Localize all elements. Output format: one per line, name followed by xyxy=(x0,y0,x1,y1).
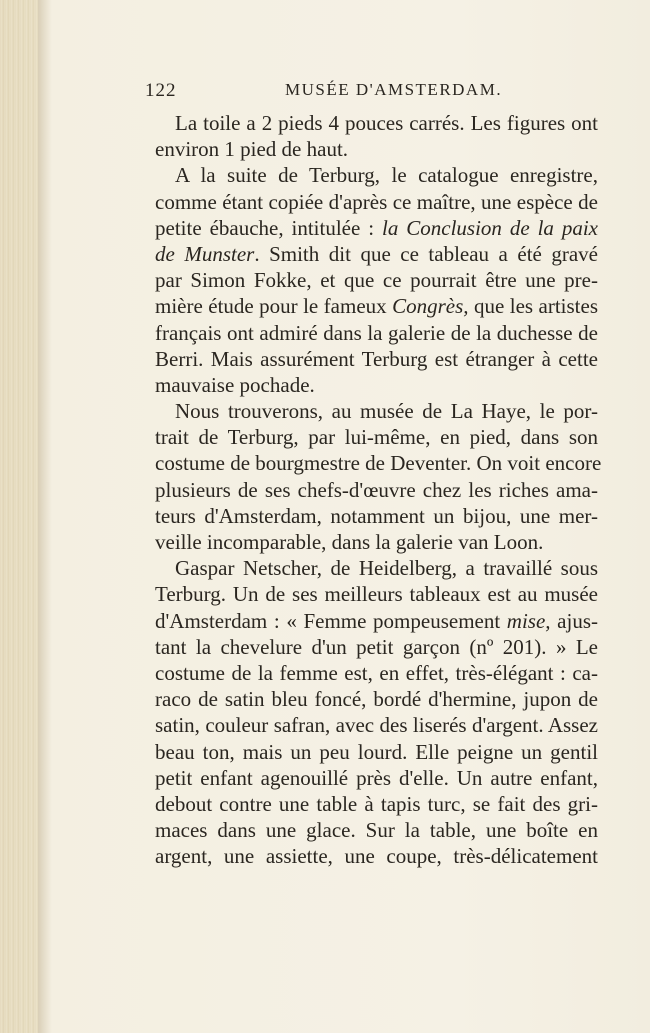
page-number: 122 xyxy=(145,80,177,101)
text-span: que les artistes xyxy=(468,294,598,319)
text-line: petit enfant agenouillé près d'elle. Un autre enfant, xyxy=(155,765,598,790)
text-span: petite ébauche, intitulée : xyxy=(155,215,382,240)
text-line: A la suite de Terburg, le catalogue enregistre, xyxy=(175,163,598,188)
text-line: debout contre une table à tapis turc, se fait des gri- xyxy=(155,791,598,816)
text-line: français ont admiré dans la galerie de la duchesse de xyxy=(155,320,598,345)
running-head: MUSÉE D'AMSTERDAM. xyxy=(285,80,503,99)
text-line: mauvaise pochade. xyxy=(155,372,315,397)
text-line: environ 1 pied de haut. xyxy=(155,137,349,162)
text-line: teurs d'Amsterdam, notamment un bijou, une mer- xyxy=(155,503,598,528)
text-span: mière étude pour le fameux xyxy=(155,294,393,319)
body-text xyxy=(155,110,602,869)
text-line xyxy=(155,293,598,319)
text-line: tant la chevelure d'un petit garçon (nº 201). » Le xyxy=(155,634,598,659)
italic-span: Congrès, xyxy=(392,294,469,319)
page-header xyxy=(145,80,600,106)
text-line: trait de Terburg, par lui-même, en pied, dans son xyxy=(155,425,598,450)
text-line xyxy=(155,608,598,634)
text-line xyxy=(155,241,598,267)
text-line: comme étant copiée d'après ce maître, une espèce de xyxy=(155,189,598,214)
text-line: Gaspar Netscher, de Heidelberg, a travaillé sous xyxy=(175,556,598,581)
text-line: costume de la femme est, en effet, très-élégant : ca- xyxy=(155,660,598,685)
text-line: satin, couleur safran, avec des liserés d'argent. Assez xyxy=(155,713,598,738)
text-line: maces dans une glace. Sur la table, une boîte en xyxy=(155,818,598,843)
text-span: d'Amsterdam : « Femme pompeusement xyxy=(155,608,507,633)
text-line: costume de bourgmestre de Deventer. On voit encore xyxy=(155,451,602,476)
text-line: beau ton, mais un peu lourd. Elle peigne un gentil xyxy=(155,739,598,764)
text-line: Nous trouverons, au musée de La Haye, le por- xyxy=(175,399,598,424)
text-line: La toile a 2 pieds 4 pouces carrés. Les figures ont xyxy=(175,111,598,135)
text-line: par Simon Fokke, et que ce pourrait être une pre- xyxy=(155,268,598,293)
text-line xyxy=(155,215,598,241)
text-span: . Smith dit que ce tableau a été gravé xyxy=(254,241,598,266)
text-line: Terburg. Un de ses meilleurs tableaux est au musée xyxy=(155,582,598,607)
italic-span: mise, xyxy=(506,608,551,633)
text-line: Berri. Mais assurément Terburg est étranger à cette xyxy=(155,346,598,371)
italic-span: de Munster xyxy=(155,241,255,266)
text-line: plusieurs de ses chefs-d'œuvre chez les riches ama- xyxy=(155,477,598,502)
text-line: veille incomparable, dans la galerie van Loon. xyxy=(155,530,544,554)
text-line: raco de satin bleu foncé, bordé d'hermine, jupon de xyxy=(155,687,598,712)
italic-span: la Conclusion de la paix xyxy=(382,215,598,240)
book-spine xyxy=(0,0,38,1033)
gutter-shadow xyxy=(38,0,52,1033)
text-span: ajus- xyxy=(550,608,598,633)
text-line: argent, une assiette, une coupe, très-délicatement xyxy=(155,844,598,869)
